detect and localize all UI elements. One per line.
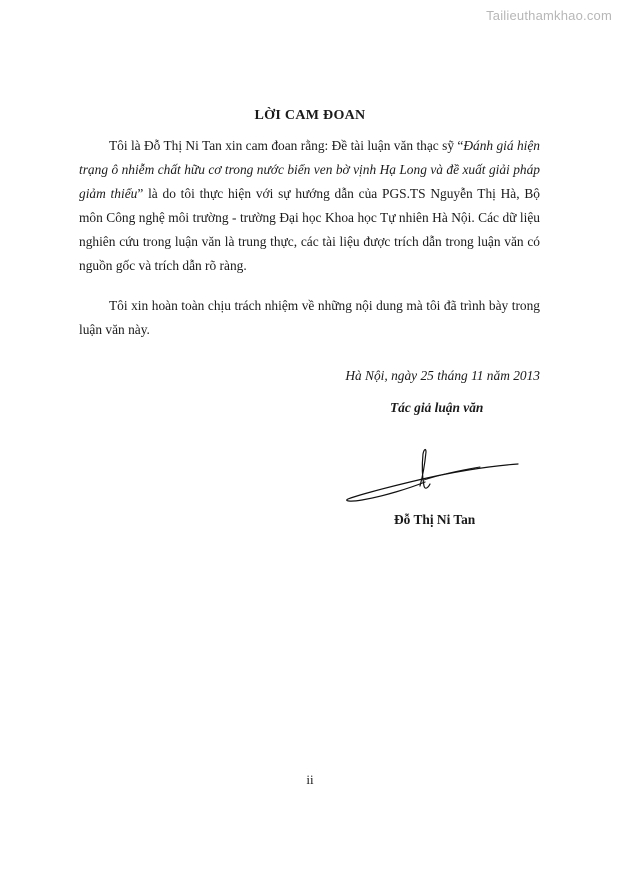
- page-number: ii: [306, 772, 314, 787]
- paragraph-rest: ” là do tôi thực hiện với sự hướng dẫn của PGS.TS Nguyễn Thị Hà, Bộ môn Công nghệ môi trường - trường Đại học Khoa học Tự nhiên Hà Nội. Các dữ liệu nghiên cứu trong luận văn là trung thực, các tài liệu được trích dẫn trong luận văn có nguồn gốc và trích dẫn rõ ràng.: [79, 186, 541, 273]
- thesis-title: Đánh giá hiện trạng ô nhiễm chất hữu cơ trong nước biển ven bờ vịnh Hạ Long và đề xuất giải pháp giảm thiểu: [79, 138, 540, 201]
- declaration-paragraph: [79, 134, 540, 278]
- author-name: Đỗ Thị Ni Tan: [394, 512, 476, 527]
- responsibility-paragraph: Tôi xin hoàn toàn chịu trách nhiệm về những nội dung mà tôi đã trình bày trong luận văn này.: [79, 298, 540, 337]
- author-label: Tác giả luận văn: [390, 400, 484, 415]
- place-date: Hà Nội, ngày 25 tháng 11 năm 2013: [345, 368, 540, 383]
- page-title: LỜI CAM ĐOAN: [254, 108, 366, 123]
- watermark: Tailieuthamkhao.com: [486, 8, 612, 23]
- signature: [340, 440, 530, 510]
- paragraph-lead: Tôi là Đỗ Thị Ni Tan xin cam đoan rằng: Đề tài luận văn thạc sỹ “: [109, 138, 464, 153]
